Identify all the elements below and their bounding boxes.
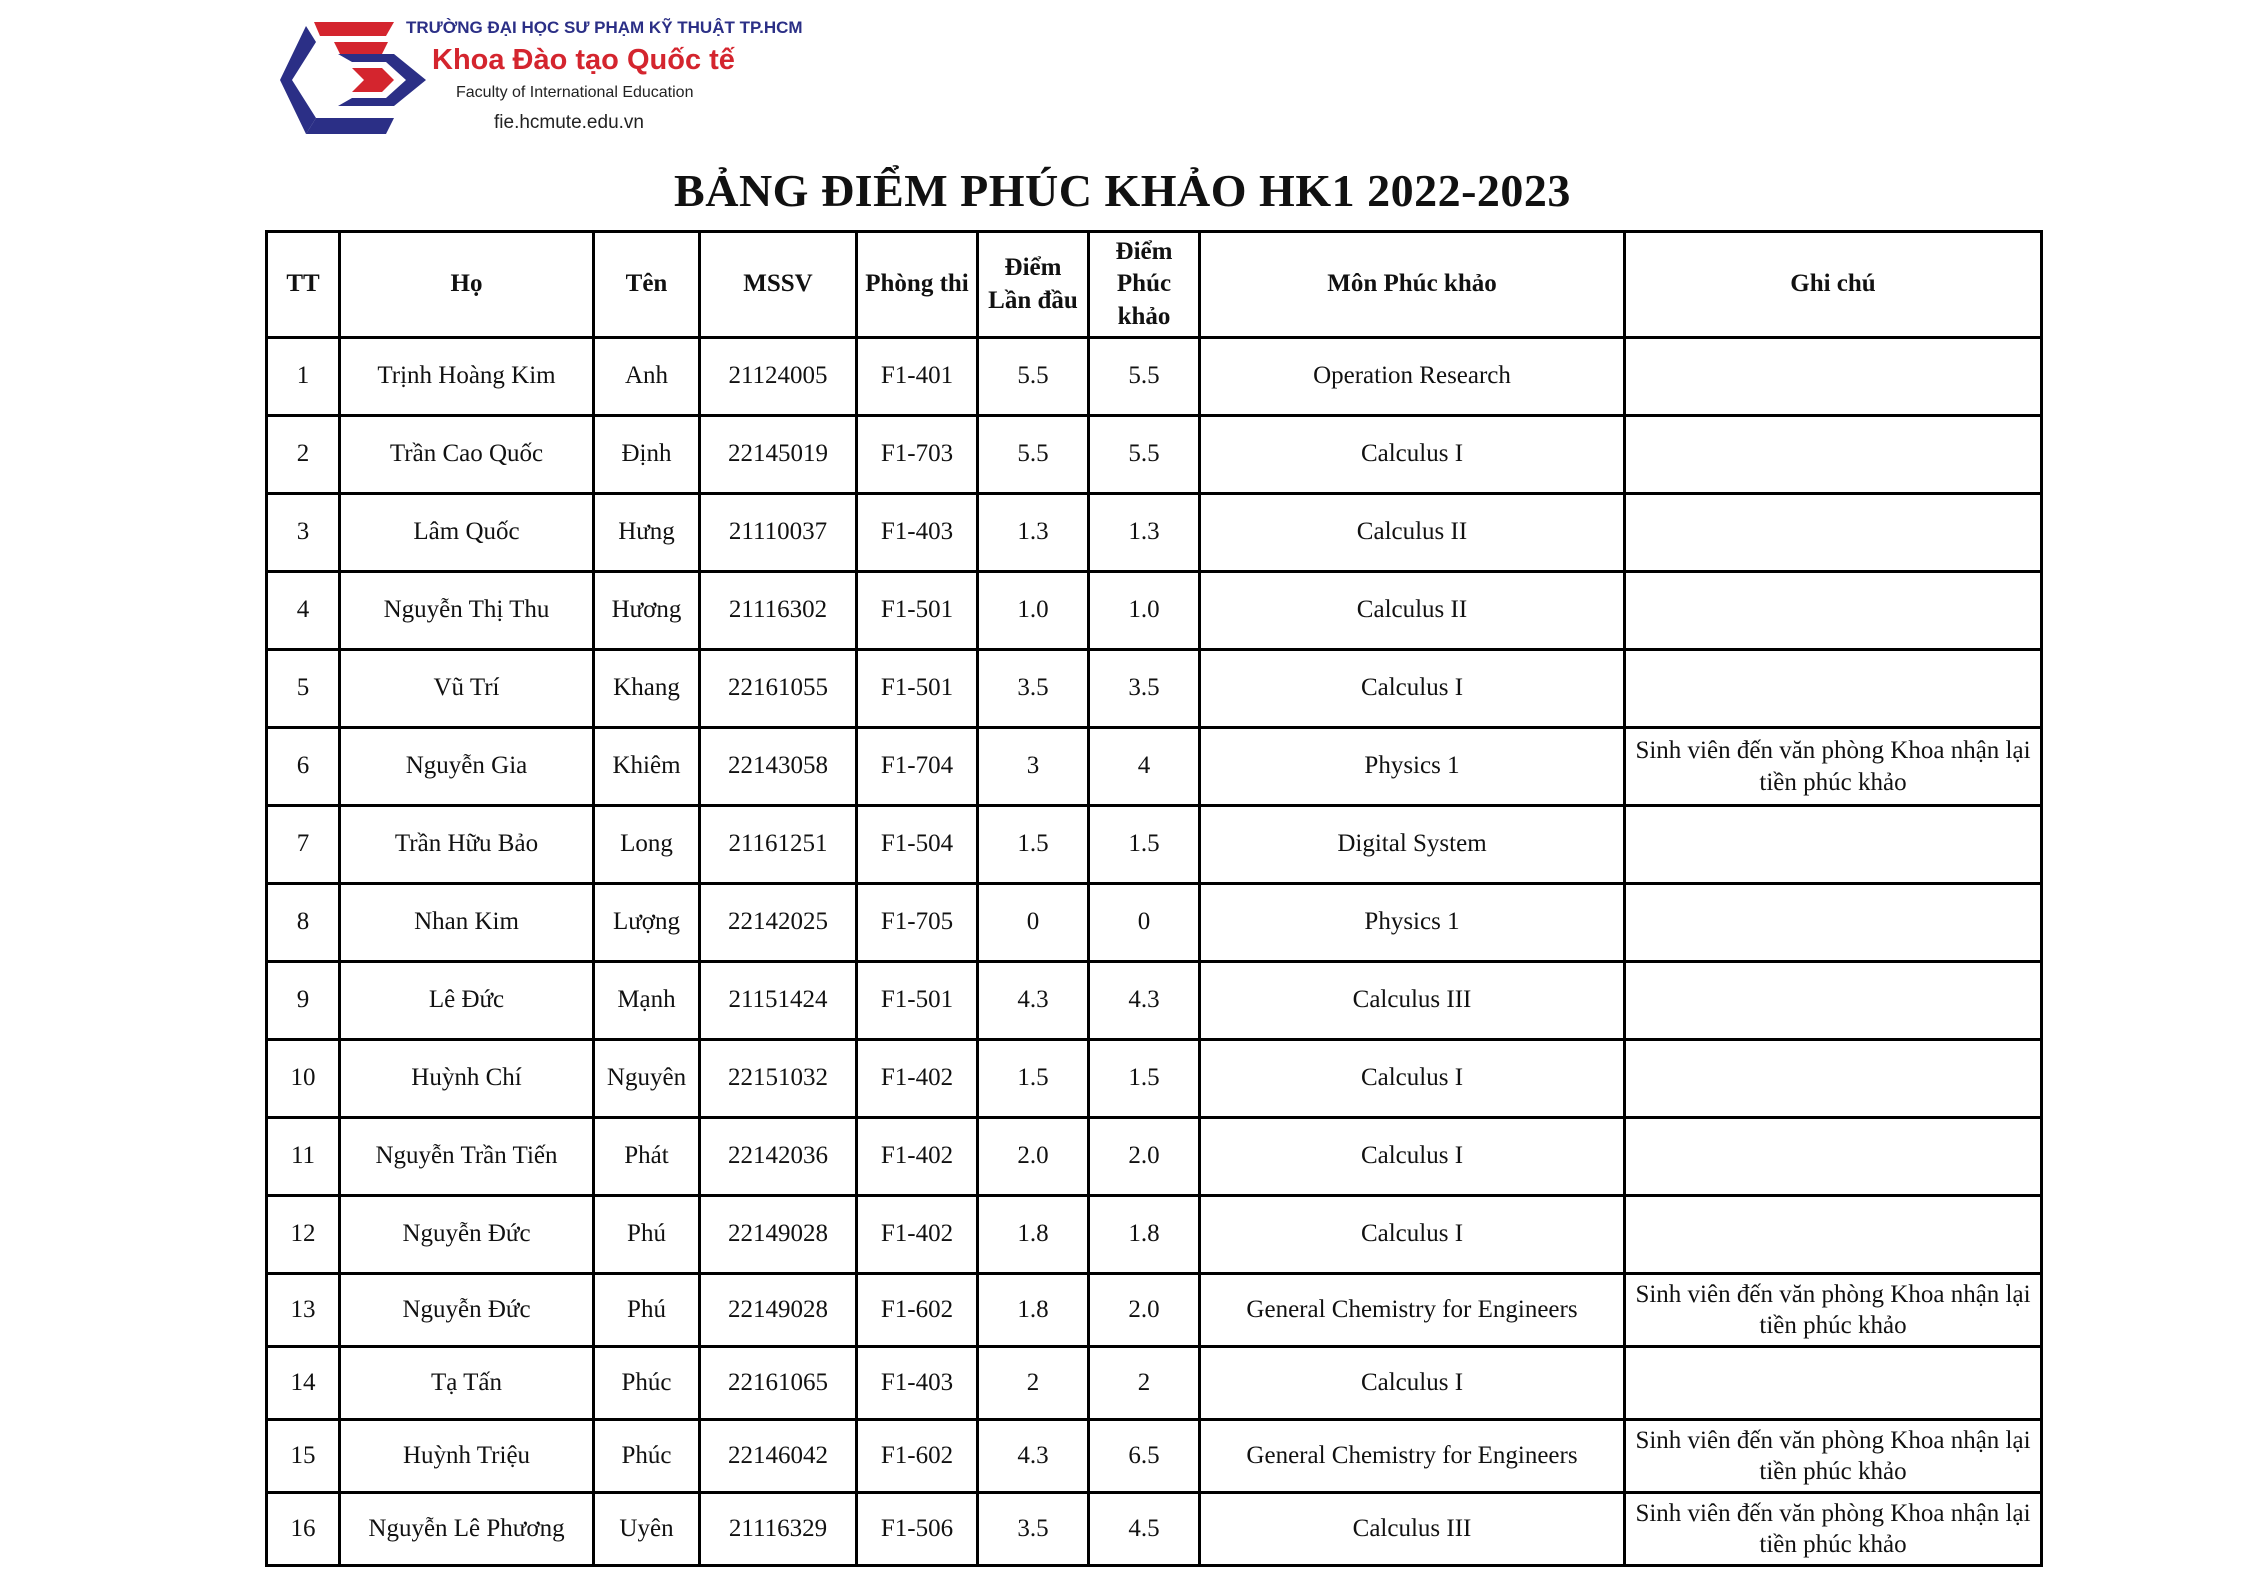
cell-diem-phuc-khao: 1.5 — [1089, 1040, 1200, 1118]
cell-ten: Phú — [594, 1196, 700, 1274]
cell-ho: Nguyễn Đức — [340, 1274, 594, 1347]
regrade-table — [265, 230, 2043, 1567]
cell-ho: Lê Đức — [340, 962, 594, 1040]
cell-ghi-chu — [1625, 1118, 2042, 1196]
cell-ten: Long — [594, 806, 700, 884]
cell-phong-thi: F1-501 — [857, 650, 978, 728]
cell-diem-phuc-khao: 4.5 — [1089, 1493, 1200, 1566]
cell-diem-phuc-khao: 0 — [1089, 884, 1200, 962]
cell-mssv: 21116329 — [700, 1493, 857, 1566]
table-header-row — [267, 232, 2042, 338]
cell-ho: Trần Hữu Bảo — [340, 806, 594, 884]
cell-ten: Nguyên — [594, 1040, 700, 1118]
cell-ten: Khang — [594, 650, 700, 728]
table-row — [267, 1274, 2042, 1347]
cell-diem-lan-dau: 1.3 — [978, 494, 1089, 572]
cell-phong-thi: F1-403 — [857, 494, 978, 572]
cell-ho: Trần Cao Quốc — [340, 416, 594, 494]
cell-diem-lan-dau: 2 — [978, 1347, 1089, 1420]
cell-phong-thi: F1-506 — [857, 1493, 978, 1566]
cell-diem-lan-dau: 1.5 — [978, 1040, 1089, 1118]
table-row — [267, 1118, 2042, 1196]
cell-ghi-chu — [1625, 806, 2042, 884]
cell-mssv: 22149028 — [700, 1274, 857, 1347]
cell-diem-phuc-khao: 5.5 — [1089, 338, 1200, 416]
col-header-mon-phuc-khao: Môn Phúc khảo — [1200, 232, 1625, 338]
cell-diem-phuc-khao: 1.8 — [1089, 1196, 1200, 1274]
website-link[interactable]: fie.hcmute.edu.vn — [494, 112, 644, 133]
cell-mssv: 22161055 — [700, 650, 857, 728]
cell-mssv: 22149028 — [700, 1196, 857, 1274]
cell-diem-phuc-khao: 3.5 — [1089, 650, 1200, 728]
cell-tt: 8 — [267, 884, 340, 962]
university-name: TRƯỜNG ĐẠI HỌC SƯ PHẠM KỸ THUẬT TP.HCM — [406, 18, 803, 37]
cell-ho: Trịnh Hoàng Kim — [340, 338, 594, 416]
table-row — [267, 1493, 2042, 1566]
cell-diem-lan-dau: 3.5 — [978, 1493, 1089, 1566]
cell-mon-phuc-khao: Calculus II — [1200, 572, 1625, 650]
cell-ten: Anh — [594, 338, 700, 416]
cell-phong-thi: F1-704 — [857, 728, 978, 806]
cell-ghi-chu — [1625, 1040, 2042, 1118]
table-row — [267, 728, 2042, 806]
faculty-name: Khoa Đào tạo Quốc tế — [432, 44, 735, 76]
cell-ho: Huỳnh Triệu — [340, 1420, 594, 1493]
cell-mssv: 21151424 — [700, 962, 857, 1040]
cell-diem-lan-dau: 5.5 — [978, 416, 1089, 494]
cell-diem-phuc-khao: 1.3 — [1089, 494, 1200, 572]
cell-ten: Uyên — [594, 1493, 700, 1566]
cell-ho: Nguyễn Gia — [340, 728, 594, 806]
cell-tt: 2 — [267, 416, 340, 494]
cell-diem-phuc-khao: 1.5 — [1089, 806, 1200, 884]
cell-mon-phuc-khao: Calculus I — [1200, 416, 1625, 494]
cell-mssv: 22142025 — [700, 884, 857, 962]
table-row — [267, 572, 2042, 650]
cell-ho: Huỳnh Chí — [340, 1040, 594, 1118]
cell-ghi-chu — [1625, 338, 2042, 416]
cell-diem-phuc-khao: 2.0 — [1089, 1118, 1200, 1196]
cell-mssv: 21110037 — [700, 494, 857, 572]
cell-diem-lan-dau: 1.8 — [978, 1196, 1089, 1274]
cell-tt: 10 — [267, 1040, 340, 1118]
cell-ten: Định — [594, 416, 700, 494]
cell-mon-phuc-khao: General Chemistry for Engineers — [1200, 1274, 1625, 1347]
cell-tt: 13 — [267, 1274, 340, 1347]
col-header-phong-thi: Phòng thi — [857, 232, 978, 338]
cell-tt: 12 — [267, 1196, 340, 1274]
cell-ghi-chu: Sinh viên đến văn phòng Khoa nhận lại tiền phúc khảo — [1625, 1420, 2042, 1493]
cell-ghi-chu — [1625, 1347, 2042, 1420]
cell-diem-lan-dau: 4.3 — [978, 1420, 1089, 1493]
cell-ghi-chu — [1625, 572, 2042, 650]
cell-ho: Tạ Tấn — [340, 1347, 594, 1420]
cell-ho: Nguyễn Đức — [340, 1196, 594, 1274]
cell-diem-lan-dau: 3 — [978, 728, 1089, 806]
cell-mon-phuc-khao: Digital System — [1200, 806, 1625, 884]
cell-ghi-chu — [1625, 416, 2042, 494]
cell-phong-thi: F1-504 — [857, 806, 978, 884]
cell-ten: Phúc — [594, 1347, 700, 1420]
cell-phong-thi: F1-705 — [857, 884, 978, 962]
cell-mon-phuc-khao: Calculus III — [1200, 1493, 1625, 1566]
cell-mssv: 22143058 — [700, 728, 857, 806]
table-row — [267, 1420, 2042, 1493]
cell-ho: Lâm Quốc — [340, 494, 594, 572]
cell-mssv: 21124005 — [700, 338, 857, 416]
cell-mon-phuc-khao: Calculus I — [1200, 1347, 1625, 1420]
cell-ho: Nhan Kim — [340, 884, 594, 962]
cell-ghi-chu — [1625, 1196, 2042, 1274]
cell-diem-phuc-khao: 5.5 — [1089, 416, 1200, 494]
col-header-diem-lan-dau: Điểm Lần đầu — [978, 232, 1089, 338]
cell-ghi-chu — [1625, 494, 2042, 572]
cell-phong-thi: F1-403 — [857, 1347, 978, 1420]
cell-tt: 7 — [267, 806, 340, 884]
table-row — [267, 1347, 2042, 1420]
cell-mon-phuc-khao: Calculus I — [1200, 1118, 1625, 1196]
cell-ho: Vũ Trí — [340, 650, 594, 728]
table-row — [267, 416, 2042, 494]
cell-diem-lan-dau: 5.5 — [978, 338, 1089, 416]
col-header-mssv: MSSV — [700, 232, 857, 338]
cell-phong-thi: F1-401 — [857, 338, 978, 416]
cell-ghi-chu: Sinh viên đến văn phòng Khoa nhận lại tiền phúc khảo — [1625, 728, 2042, 806]
cell-ho: Nguyễn Lê Phương — [340, 1493, 594, 1566]
table-row — [267, 884, 2042, 962]
cell-ho: Nguyễn Trần Tiến — [340, 1118, 594, 1196]
cell-ghi-chu: Sinh viên đến văn phòng Khoa nhận lại tiền phúc khảo — [1625, 1493, 2042, 1566]
page-title: BẢNG ĐIỂM PHÚC KHẢO HK1 2022-2023 — [674, 165, 1571, 216]
cell-tt: 5 — [267, 650, 340, 728]
cell-tt: 6 — [267, 728, 340, 806]
cell-mssv: 21116302 — [700, 572, 857, 650]
table-row — [267, 494, 2042, 572]
cell-ghi-chu — [1625, 884, 2042, 962]
cell-mon-phuc-khao: Physics 1 — [1200, 884, 1625, 962]
cell-ten: Hương — [594, 572, 700, 650]
cell-ten: Mạnh — [594, 962, 700, 1040]
cell-diem-phuc-khao: 6.5 — [1089, 1420, 1200, 1493]
cell-diem-phuc-khao: 2 — [1089, 1347, 1200, 1420]
table-row — [267, 338, 2042, 416]
cell-diem-lan-dau: 1.0 — [978, 572, 1089, 650]
cell-tt: 15 — [267, 1420, 340, 1493]
table-row — [267, 1196, 2042, 1274]
cell-tt: 16 — [267, 1493, 340, 1566]
col-header-ten: Tên — [594, 232, 700, 338]
cell-phong-thi: F1-402 — [857, 1196, 978, 1274]
cell-tt: 9 — [267, 962, 340, 1040]
cell-mon-phuc-khao: Physics 1 — [1200, 728, 1625, 806]
cell-ten: Hưng — [594, 494, 700, 572]
cell-tt: 4 — [267, 572, 340, 650]
cell-mon-phuc-khao: Operation Research — [1200, 338, 1625, 416]
table-row — [267, 650, 2042, 728]
cell-ghi-chu — [1625, 650, 2042, 728]
col-header-ho: Họ — [340, 232, 594, 338]
table-row — [267, 806, 2042, 884]
faculty-header — [276, 12, 876, 142]
col-header-diem-phuc-khao: Điểm Phúc khảo — [1089, 232, 1200, 338]
cell-phong-thi: F1-602 — [857, 1274, 978, 1347]
cell-diem-phuc-khao: 1.0 — [1089, 572, 1200, 650]
cell-mon-phuc-khao: Calculus II — [1200, 494, 1625, 572]
cell-mon-phuc-khao: Calculus I — [1200, 650, 1625, 728]
cell-tt: 14 — [267, 1347, 340, 1420]
cell-ten: Phát — [594, 1118, 700, 1196]
cell-phong-thi: F1-703 — [857, 416, 978, 494]
cell-diem-lan-dau: 3.5 — [978, 650, 1089, 728]
cell-mssv: 22151032 — [700, 1040, 857, 1118]
cell-diem-lan-dau: 4.3 — [978, 962, 1089, 1040]
cell-mssv: 21161251 — [700, 806, 857, 884]
cell-phong-thi: F1-602 — [857, 1420, 978, 1493]
cell-tt: 11 — [267, 1118, 340, 1196]
cell-tt: 1 — [267, 338, 340, 416]
cell-mon-phuc-khao: Calculus I — [1200, 1196, 1625, 1274]
cell-phong-thi: F1-501 — [857, 572, 978, 650]
col-header-ghi-chu: Ghi chú — [1625, 232, 2042, 338]
cell-diem-lan-dau: 2.0 — [978, 1118, 1089, 1196]
cell-mssv: 22145019 — [700, 416, 857, 494]
cell-diem-phuc-khao: 4.3 — [1089, 962, 1200, 1040]
cell-ten: Khiêm — [594, 728, 700, 806]
cell-mon-phuc-khao: General Chemistry for Engineers — [1200, 1420, 1625, 1493]
cell-diem-lan-dau: 1.8 — [978, 1274, 1089, 1347]
table-row — [267, 962, 2042, 1040]
cell-diem-phuc-khao: 2.0 — [1089, 1274, 1200, 1347]
cell-mon-phuc-khao: Calculus I — [1200, 1040, 1625, 1118]
cell-ghi-chu — [1625, 962, 2042, 1040]
cell-mssv: 22146042 — [700, 1420, 857, 1493]
cell-ten: Lượng — [594, 884, 700, 962]
cell-phong-thi: F1-402 — [857, 1118, 978, 1196]
cell-diem-lan-dau: 0 — [978, 884, 1089, 962]
cell-mssv: 22161065 — [700, 1347, 857, 1420]
table-row — [267, 1040, 2042, 1118]
cell-ghi-chu: Sinh viên đến văn phòng Khoa nhận lại tiền phúc khảo — [1625, 1274, 2042, 1347]
cell-ten: Phú — [594, 1274, 700, 1347]
cell-tt: 3 — [267, 494, 340, 572]
cell-phong-thi: F1-402 — [857, 1040, 978, 1118]
faculty-english-name: Faculty of International Education — [456, 84, 694, 101]
cell-diem-phuc-khao: 4 — [1089, 728, 1200, 806]
cell-mon-phuc-khao: Calculus III — [1200, 962, 1625, 1040]
cell-ten: Phúc — [594, 1420, 700, 1493]
cell-ho: Nguyễn Thị Thu — [340, 572, 594, 650]
cell-phong-thi: F1-501 — [857, 962, 978, 1040]
cell-mssv: 22142036 — [700, 1118, 857, 1196]
col-header-tt: TT — [267, 232, 340, 338]
cell-diem-lan-dau: 1.5 — [978, 806, 1089, 884]
